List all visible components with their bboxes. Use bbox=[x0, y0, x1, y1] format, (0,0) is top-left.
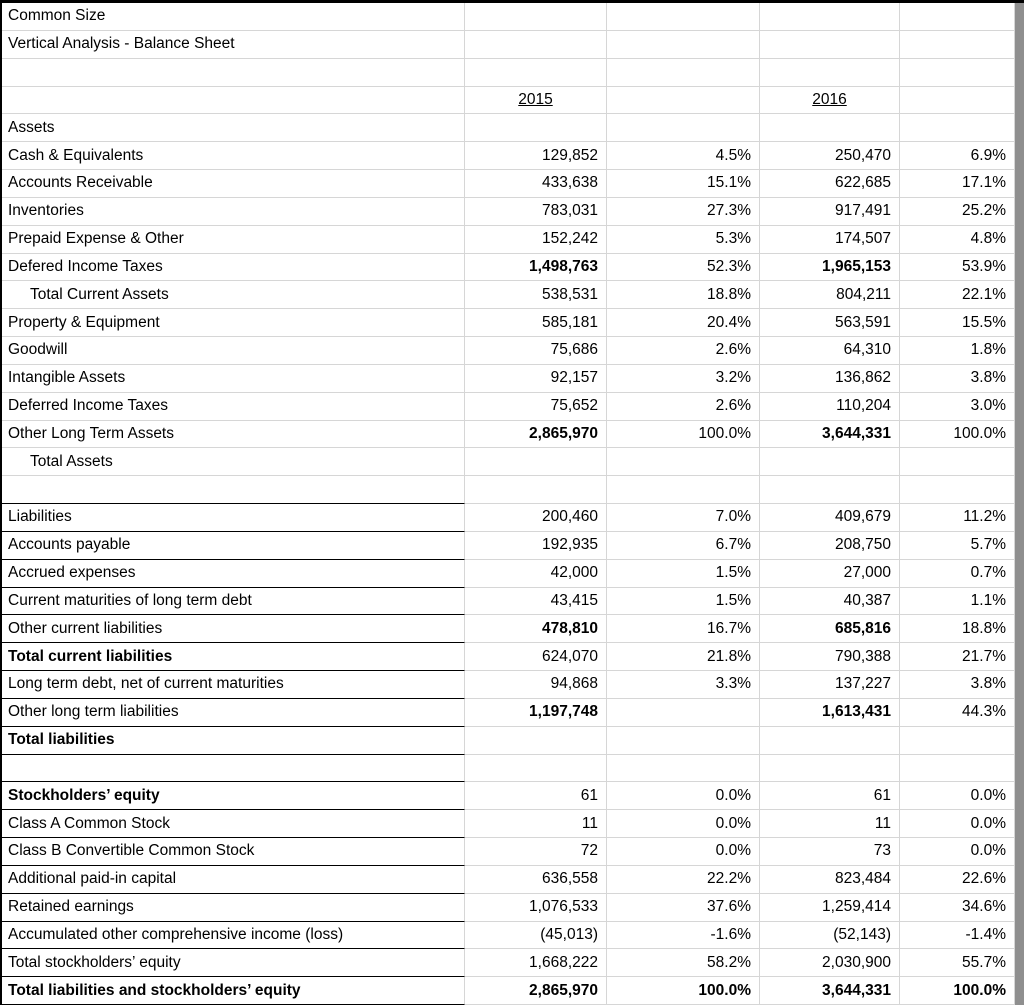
pct-2016-cell[interactable]: -1.4% bbox=[900, 922, 1015, 950]
value-2016-cell[interactable]: 64,310 bbox=[760, 337, 900, 365]
value-2015-cell[interactable]: 1,498,763 bbox=[465, 254, 607, 282]
pct-2016-cell[interactable]: 100.0% bbox=[900, 421, 1015, 449]
value-2015-cell[interactable]: 538,531 bbox=[465, 281, 607, 309]
pct-2015-cell[interactable]: 5.3% bbox=[607, 226, 760, 254]
value-2015-cell[interactable]: 1,197,748 bbox=[465, 699, 607, 727]
pct-2016-cell[interactable]: 21.7% bbox=[900, 643, 1015, 671]
row-label-cell[interactable]: Accrued expenses bbox=[2, 560, 465, 588]
pct-2016-cell[interactable]: 22.1% bbox=[900, 281, 1015, 309]
value-2015-cell[interactable] bbox=[465, 3, 607, 31]
value-2016-cell[interactable]: 40,387 bbox=[760, 588, 900, 616]
pct-2015-cell[interactable] bbox=[607, 755, 760, 783]
row-label-cell[interactable]: Long term debt, net of current maturities bbox=[2, 671, 465, 699]
pct-2016-cell[interactable]: 15.5% bbox=[900, 309, 1015, 337]
value-2016-cell[interactable]: 622,685 bbox=[760, 170, 900, 198]
value-2016-cell[interactable]: 804,211 bbox=[760, 281, 900, 309]
value-2015-cell[interactable]: 11 bbox=[465, 810, 607, 838]
value-2016-cell[interactable] bbox=[760, 476, 900, 504]
value-2016-cell[interactable]: 790,388 bbox=[760, 643, 900, 671]
row-label-cell[interactable]: Defered Income Taxes bbox=[2, 254, 465, 282]
row-label-cell[interactable]: Class A Common Stock bbox=[2, 810, 465, 838]
pct-2016-cell[interactable]: 0.7% bbox=[900, 560, 1015, 588]
row-label-cell[interactable]: Accounts payable bbox=[2, 532, 465, 560]
pct-2016-cell[interactable] bbox=[900, 755, 1015, 783]
value-2016-cell[interactable]: 27,000 bbox=[760, 560, 900, 588]
row-label-cell[interactable] bbox=[2, 476, 465, 504]
value-2016-cell[interactable] bbox=[760, 59, 900, 87]
value-2016-cell[interactable]: 685,816 bbox=[760, 615, 900, 643]
value-2016-cell[interactable] bbox=[760, 727, 900, 755]
value-2016-cell[interactable] bbox=[760, 448, 900, 476]
value-2015-cell[interactable]: 636,558 bbox=[465, 866, 607, 894]
value-2016-cell[interactable]: 917,491 bbox=[760, 198, 900, 226]
value-2016-cell[interactable]: 208,750 bbox=[760, 532, 900, 560]
pct-2015-cell[interactable]: 3.2% bbox=[607, 365, 760, 393]
value-2016-cell[interactable]: 563,591 bbox=[760, 309, 900, 337]
value-2015-cell[interactable]: 2,865,970 bbox=[465, 977, 607, 1005]
row-label-cell[interactable]: Total liabilities bbox=[2, 727, 465, 755]
pct-2016-cell[interactable] bbox=[900, 448, 1015, 476]
pct-2015-cell[interactable] bbox=[607, 87, 760, 115]
value-2016-cell[interactable]: 61 bbox=[760, 782, 900, 810]
pct-2015-cell[interactable]: 100.0% bbox=[607, 977, 760, 1005]
value-2015-cell[interactable]: 42,000 bbox=[465, 560, 607, 588]
pct-2016-cell[interactable]: 0.0% bbox=[900, 838, 1015, 866]
value-2015-cell[interactable]: 585,181 bbox=[465, 309, 607, 337]
pct-2016-cell[interactable] bbox=[900, 87, 1015, 115]
pct-2015-cell[interactable]: 0.0% bbox=[607, 782, 760, 810]
pct-2016-cell[interactable]: 55.7% bbox=[900, 949, 1015, 977]
value-2016-cell[interactable]: 174,507 bbox=[760, 226, 900, 254]
value-2016-cell[interactable]: 3,644,331 bbox=[760, 421, 900, 449]
pct-2015-cell[interactable]: 4.5% bbox=[607, 142, 760, 170]
pct-2015-cell[interactable]: 0.0% bbox=[607, 810, 760, 838]
pct-2016-cell[interactable] bbox=[900, 59, 1015, 87]
pct-2016-cell[interactable]: 17.1% bbox=[900, 170, 1015, 198]
pct-2015-cell[interactable]: 15.1% bbox=[607, 170, 760, 198]
pct-2015-cell[interactable] bbox=[607, 448, 760, 476]
pct-2015-cell[interactable]: 18.8% bbox=[607, 281, 760, 309]
row-label-cell[interactable]: Other current liabilities bbox=[2, 615, 465, 643]
value-2015-cell[interactable] bbox=[465, 727, 607, 755]
pct-2015-cell[interactable]: -1.6% bbox=[607, 922, 760, 950]
value-2016-cell[interactable]: 73 bbox=[760, 838, 900, 866]
value-2015-cell[interactable] bbox=[465, 476, 607, 504]
pct-2016-cell[interactable]: 1.1% bbox=[900, 588, 1015, 616]
value-2016-cell[interactable] bbox=[760, 31, 900, 59]
pct-2016-cell[interactable]: 0.0% bbox=[900, 782, 1015, 810]
row-label-cell[interactable]: Vertical Analysis - Balance Sheet bbox=[2, 31, 465, 59]
value-2015-cell[interactable]: 783,031 bbox=[465, 198, 607, 226]
pct-2016-cell[interactable]: 3.8% bbox=[900, 671, 1015, 699]
value-2016-cell[interactable]: 136,862 bbox=[760, 365, 900, 393]
row-label-cell[interactable]: Total current liabilities bbox=[2, 643, 465, 671]
pct-2015-cell[interactable]: 100.0% bbox=[607, 421, 760, 449]
value-2015-cell[interactable]: 478,810 bbox=[465, 615, 607, 643]
row-label-cell[interactable]: Total Current Assets bbox=[2, 281, 465, 309]
value-2016-cell[interactable]: 409,679 bbox=[760, 504, 900, 532]
value-2015-cell[interactable] bbox=[465, 755, 607, 783]
pct-2015-cell[interactable]: 7.0% bbox=[607, 504, 760, 532]
pct-2016-cell[interactable] bbox=[900, 3, 1015, 31]
pct-2015-cell[interactable] bbox=[607, 59, 760, 87]
pct-2016-cell[interactable]: 22.6% bbox=[900, 866, 1015, 894]
row-label-cell[interactable]: Property & Equipment bbox=[2, 309, 465, 337]
pct-2016-cell[interactable] bbox=[900, 476, 1015, 504]
value-2015-cell[interactable]: 43,415 bbox=[465, 588, 607, 616]
value-2015-cell[interactable]: 94,868 bbox=[465, 671, 607, 699]
value-2015-cell[interactable]: 1,668,222 bbox=[465, 949, 607, 977]
pct-2015-cell[interactable] bbox=[607, 699, 760, 727]
pct-2015-cell[interactable] bbox=[607, 31, 760, 59]
pct-2016-cell[interactable] bbox=[900, 727, 1015, 755]
value-2015-cell[interactable]: 192,935 bbox=[465, 532, 607, 560]
value-2015-cell[interactable] bbox=[465, 31, 607, 59]
value-2016-cell[interactable]: 110,204 bbox=[760, 393, 900, 421]
value-2015-cell[interactable]: 72 bbox=[465, 838, 607, 866]
pct-2015-cell[interactable]: 1.5% bbox=[607, 560, 760, 588]
pct-2016-cell[interactable]: 4.8% bbox=[900, 226, 1015, 254]
value-2015-cell[interactable]: 75,652 bbox=[465, 393, 607, 421]
row-label-cell[interactable]: Prepaid Expense & Other bbox=[2, 226, 465, 254]
value-2015-cell[interactable] bbox=[465, 448, 607, 476]
spreadsheet-grid bbox=[2, 3, 1015, 1005]
value-2016-cell[interactable]: 137,227 bbox=[760, 671, 900, 699]
value-2015-cell[interactable]: 75,686 bbox=[465, 337, 607, 365]
right-gutter bbox=[1015, 3, 1024, 1005]
pct-2016-cell[interactable] bbox=[900, 114, 1015, 142]
row-label-cell[interactable]: Assets bbox=[2, 114, 465, 142]
row-label-cell[interactable]: Class B Convertible Common Stock bbox=[2, 838, 465, 866]
row-label-cell[interactable]: Other long term liabilities bbox=[2, 699, 465, 727]
value-2015-cell[interactable]: 92,157 bbox=[465, 365, 607, 393]
value-2016-cell[interactable]: 1,259,414 bbox=[760, 894, 900, 922]
row-label-cell[interactable] bbox=[2, 87, 465, 115]
row-label-cell[interactable] bbox=[2, 59, 465, 87]
pct-2016-cell[interactable]: 18.8% bbox=[900, 615, 1015, 643]
value-2016-cell[interactable]: 1,613,431 bbox=[760, 699, 900, 727]
pct-2016-cell[interactable]: 3.0% bbox=[900, 393, 1015, 421]
pct-2016-cell[interactable]: 25.2% bbox=[900, 198, 1015, 226]
row-label-cell[interactable]: Additional paid-in capital bbox=[2, 866, 465, 894]
value-2016-cell[interactable]: 250,470 bbox=[760, 142, 900, 170]
pct-2015-cell[interactable]: 52.3% bbox=[607, 254, 760, 282]
value-2015-cell[interactable]: 129,852 bbox=[465, 142, 607, 170]
pct-2015-cell[interactable]: 37.6% bbox=[607, 894, 760, 922]
value-2016-cell[interactable]: 2016 bbox=[760, 87, 900, 115]
row-label-cell[interactable]: Total liabilities and stockholders’ equity bbox=[2, 977, 465, 1005]
row-label-cell[interactable]: Total stockholders’ equity bbox=[2, 949, 465, 977]
pct-2015-cell[interactable]: 21.8% bbox=[607, 643, 760, 671]
value-2016-cell[interactable] bbox=[760, 755, 900, 783]
value-2015-cell[interactable]: 624,070 bbox=[465, 643, 607, 671]
pct-2015-cell[interactable]: 2.6% bbox=[607, 393, 760, 421]
pct-2016-cell[interactable]: 0.0% bbox=[900, 810, 1015, 838]
value-2016-cell[interactable] bbox=[760, 114, 900, 142]
row-label-cell[interactable]: Cash & Equivalents bbox=[2, 142, 465, 170]
value-2015-cell[interactable]: 152,242 bbox=[465, 226, 607, 254]
row-label-cell[interactable]: Deferred Income Taxes bbox=[2, 393, 465, 421]
value-2015-cell[interactable]: (45,013) bbox=[465, 922, 607, 950]
row-label-cell[interactable]: Retained earnings bbox=[2, 894, 465, 922]
row-label-cell[interactable]: Other Long Term Assets bbox=[2, 421, 465, 449]
row-label-cell[interactable]: Accounts Receivable bbox=[2, 170, 465, 198]
row-label-cell[interactable]: Accumulated other comprehensive income (loss) bbox=[2, 922, 465, 950]
pct-2015-cell[interactable] bbox=[607, 727, 760, 755]
value-2015-cell[interactable] bbox=[465, 59, 607, 87]
pct-2015-cell[interactable] bbox=[607, 3, 760, 31]
value-2015-cell[interactable]: 61 bbox=[465, 782, 607, 810]
value-2016-cell[interactable]: 2,030,900 bbox=[760, 949, 900, 977]
pct-2015-cell[interactable]: 22.2% bbox=[607, 866, 760, 894]
pct-2015-cell[interactable]: 16.7% bbox=[607, 615, 760, 643]
row-label-cell[interactable] bbox=[2, 755, 465, 783]
pct-2016-cell[interactable]: 3.8% bbox=[900, 365, 1015, 393]
value-2015-cell[interactable] bbox=[465, 114, 607, 142]
pct-2015-cell[interactable]: 6.7% bbox=[607, 532, 760, 560]
pct-2016-cell[interactable]: 11.2% bbox=[900, 504, 1015, 532]
value-2016-cell[interactable]: 1,965,153 bbox=[760, 254, 900, 282]
row-label-cell[interactable]: Current maturities of long term debt bbox=[2, 588, 465, 616]
value-2015-cell[interactable]: 433,638 bbox=[465, 170, 607, 198]
pct-2015-cell[interactable]: 20.4% bbox=[607, 309, 760, 337]
pct-2015-cell[interactable]: 27.3% bbox=[607, 198, 760, 226]
pct-2015-cell[interactable]: 0.0% bbox=[607, 838, 760, 866]
row-label-cell[interactable]: Common Size bbox=[2, 3, 465, 31]
pct-2016-cell[interactable]: 100.0% bbox=[900, 977, 1015, 1005]
row-label-cell[interactable]: Intangible Assets bbox=[2, 365, 465, 393]
value-2015-cell[interactable]: 2,865,970 bbox=[465, 421, 607, 449]
value-2016-cell[interactable]: 3,644,331 bbox=[760, 977, 900, 1005]
row-label-cell[interactable]: Liabilities bbox=[2, 504, 465, 532]
pct-2015-cell[interactable]: 58.2% bbox=[607, 949, 760, 977]
pct-2015-cell[interactable]: 3.3% bbox=[607, 671, 760, 699]
row-label-cell[interactable]: Inventories bbox=[2, 198, 465, 226]
value-2015-cell[interactable]: 2015 bbox=[465, 87, 607, 115]
value-2016-cell[interactable]: 11 bbox=[760, 810, 900, 838]
pct-2016-cell[interactable]: 53.9% bbox=[900, 254, 1015, 282]
row-label-cell[interactable]: Total Assets bbox=[2, 448, 465, 476]
pct-2016-cell[interactable]: 5.7% bbox=[900, 532, 1015, 560]
row-label-cell[interactable]: Goodwill bbox=[2, 337, 465, 365]
row-label-cell[interactable]: Stockholders’ equity bbox=[2, 782, 465, 810]
pct-2016-cell[interactable]: 34.6% bbox=[900, 894, 1015, 922]
pct-2016-cell[interactable] bbox=[900, 31, 1015, 59]
pct-2015-cell[interactable]: 2.6% bbox=[607, 337, 760, 365]
pct-2016-cell[interactable]: 44.3% bbox=[900, 699, 1015, 727]
value-2015-cell[interactable]: 200,460 bbox=[465, 504, 607, 532]
pct-2016-cell[interactable]: 1.8% bbox=[900, 337, 1015, 365]
pct-2015-cell[interactable]: 1.5% bbox=[607, 588, 760, 616]
pct-2016-cell[interactable]: 6.9% bbox=[900, 142, 1015, 170]
pct-2015-cell[interactable] bbox=[607, 114, 760, 142]
value-2016-cell[interactable]: (52,143) bbox=[760, 922, 900, 950]
pct-2015-cell[interactable] bbox=[607, 476, 760, 504]
value-2015-cell[interactable]: 1,076,533 bbox=[465, 894, 607, 922]
value-2016-cell[interactable] bbox=[760, 3, 900, 31]
value-2016-cell[interactable]: 823,484 bbox=[760, 866, 900, 894]
